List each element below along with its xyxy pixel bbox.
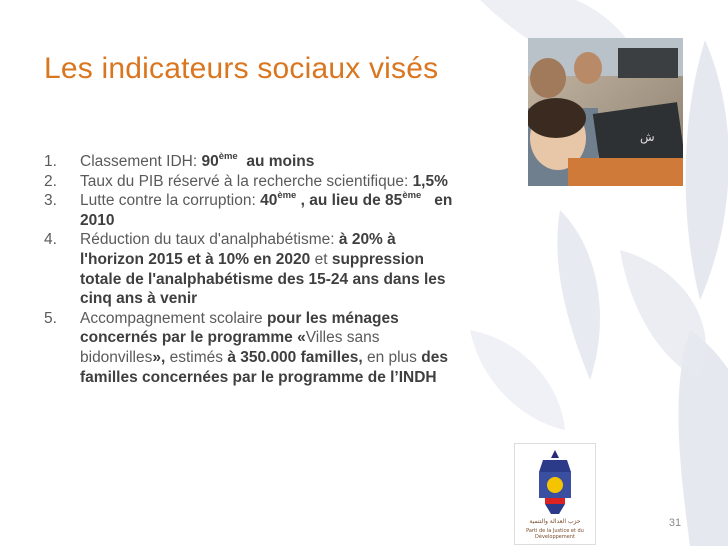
plain-text: Classement IDH:: [80, 153, 202, 170]
bold-text: pour les ménages concernés par le programme «: [80, 309, 404, 347]
bold-text: au moins: [237, 153, 315, 170]
list-item-text: [80, 230, 454, 308]
bold-text: 1,5%: [412, 172, 448, 190]
indicators-list: [44, 151, 457, 387]
slate-text: ش: [640, 130, 655, 144]
list-item: [44, 230, 454, 308]
bold-text: 40: [260, 192, 278, 210]
list-item-text: [80, 309, 454, 387]
page-number: 31: [668, 517, 682, 529]
superscript-text: ème: [218, 151, 238, 162]
list-item-text: [80, 172, 454, 192]
list-item: [44, 309, 454, 387]
bold-text: »,: [152, 348, 166, 366]
party-logo: [514, 443, 596, 545]
lantern-icon: [515, 444, 595, 516]
list-item-number: 5.: [44, 309, 57, 327]
plain-text: Taux du PIB réservé à la recherche scientifique:: [80, 172, 413, 190]
plain-text: Réduction du taux d'analphabétisme:: [80, 231, 339, 249]
bold-text: à 20% à l'horizon 2015 et à 10% en 2020: [80, 231, 401, 268]
plain-text: Accompagnement scolaire: [80, 309, 267, 327]
plain-text: et: [310, 250, 332, 268]
list-item-number: 4.: [44, 231, 57, 249]
slide-title: Les indicateurs sociaux visés: [44, 52, 439, 85]
bold-text: , au lieu de 85: [296, 192, 403, 210]
plain-text: en plus: [362, 348, 422, 366]
list-item-text: [80, 152, 454, 172]
list-item: [44, 190, 457, 230]
list-item-text: [80, 190, 457, 230]
logo-arabic-name: حزب العدالة والتنمية: [529, 518, 581, 525]
superscript-text: ème: [402, 190, 422, 202]
plain-text: estimés: [165, 348, 228, 366]
superscript-text: ème: [277, 190, 297, 202]
logo-french-name: Parti de la Justice et du Développement: [526, 528, 584, 540]
list-item-number: 2.: [44, 172, 57, 190]
bold-text: en 2010: [80, 192, 457, 229]
list-item-number: 3.: [44, 192, 57, 210]
list-item: [44, 172, 454, 192]
bold-text: à 350.000 familles,: [227, 348, 363, 366]
bold-text: suppression totale de l'analphabétisme des 15-24 ans dans les cinq ans à venir: [80, 250, 450, 308]
list-item: [44, 152, 454, 172]
plain-text: Villes sans bidonvilles: [80, 329, 384, 366]
plain-text: Lutte contre la corruption:: [80, 192, 261, 210]
bold-text: 90: [201, 153, 219, 170]
list-item-number: 1.: [44, 153, 57, 170]
classroom-photo: [528, 38, 683, 186]
bold-text: des familles concernées par le programme de l’INDH: [80, 348, 453, 386]
